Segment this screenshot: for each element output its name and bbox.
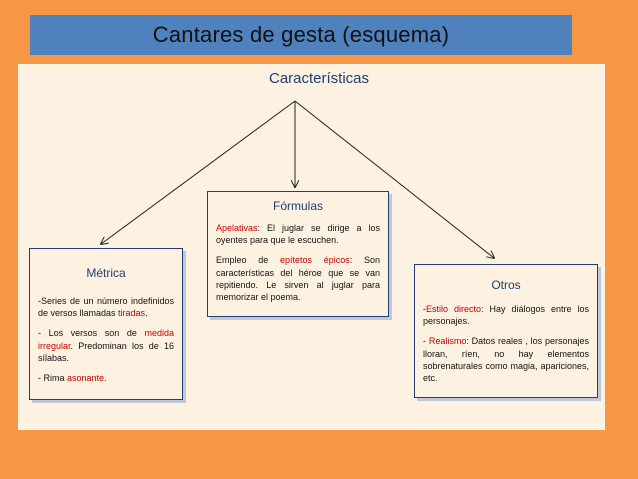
metrica-highlight: asonante [67,372,105,383]
metrica-title: Métrica [86,266,126,280]
otros-highlight: Realismo [428,336,467,347]
formulas-paragraph-2 [216,254,380,303]
formulas-paragraph-1 [216,222,380,246]
otros-text: - [423,304,426,315]
otros-text: - [423,336,429,347]
otros-paragraph-1 [423,303,589,327]
formulas-highlight: Apelativas [216,223,258,234]
metrica-text: - Rima [38,372,67,383]
otros-text: : Datos reales , los personajes lloran, ríen, no hay elementos sobrenaturales como magia, apariciones, etc. [423,336,590,383]
formulas-box [207,191,389,317]
otros-highlight: Estilo directo [426,304,482,315]
metrica-paragraph-3 [38,372,174,384]
metrica-box [29,248,183,400]
formulas-text: : El juglar se dirige a los oyentes para que le escuchen. [216,223,380,246]
metrica-text: . [145,308,148,319]
metrica-paragraph-2 [38,327,174,363]
metrica-highlight: tiradas [118,308,146,319]
metrica-text: - Los versos son de [38,328,145,339]
page-title: Cantares de gesta (esquema) [152,22,450,47]
metrica-text: . Predominan los de 16 sílabas. [38,340,174,363]
otros-box [414,264,598,398]
diagram-heading: Características [268,70,370,87]
otros-paragraph-2 [423,335,589,384]
otros-title: Otros [491,278,521,292]
formulas-title: Fórmulas [272,199,323,213]
formulas-text: Empleo de [216,255,280,266]
metrica-text: . [104,372,107,383]
metrica-paragraph-1 [38,295,174,319]
formulas-highlight: epítetos épicos [279,255,350,266]
formulas-text: : Son características del héroe que se van repitiendo. Le sirven al juglar para memorizar el poema. [216,255,380,302]
otros-text: : Hay diálogos entre los personajes. [423,304,589,327]
metrica-text: -Series de un número indefinidos de versos llamadas [38,296,174,319]
metrica-highlight: medida irregular [38,328,174,351]
